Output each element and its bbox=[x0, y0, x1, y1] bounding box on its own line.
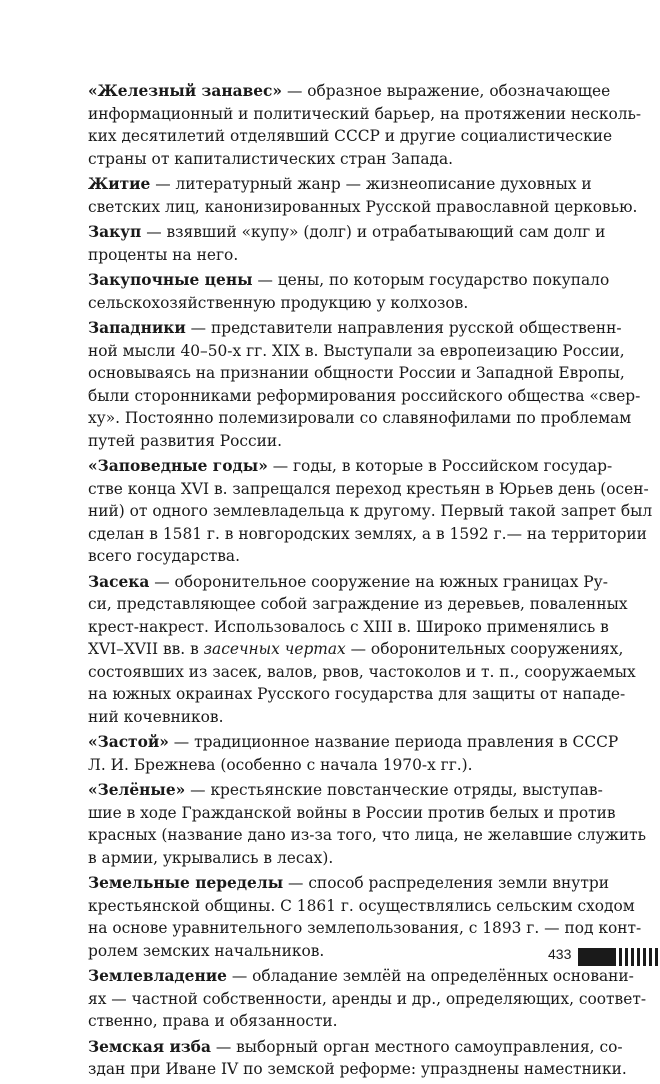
entry-term: Житие bbox=[88, 175, 151, 193]
entry-line: ких десятилетий отделявший СССР и другие социалистические bbox=[88, 127, 613, 145]
entry-term: «Заповедные годы» bbox=[88, 457, 268, 475]
entry-line: ственно, права и обязанности. bbox=[88, 1012, 338, 1030]
entry-line: всего государства. bbox=[88, 547, 240, 565]
entry-line: Л. И. Брежнева (особенно с начала 1970-х гг.). bbox=[88, 755, 473, 774]
entry-line: здан при Иване IV по земской реформе: упразднены наместники. bbox=[88, 1060, 627, 1078]
entry-line: Житие — литературный жанр — жизнеописание духовных и bbox=[88, 175, 592, 193]
entry-term: «Застой» bbox=[88, 733, 169, 751]
entry-line: Земельные переделы — способ распределения земли внутри bbox=[88, 874, 609, 892]
entry-line: «Заповедные годы» — годы, в которые в Российском государ- bbox=[88, 457, 613, 475]
glossary-entry bbox=[88, 965, 647, 1033]
entry-line: Засека — оборонительное сооружение на южных границах Ру- bbox=[88, 572, 608, 591]
entry-line: «Застой» — традиционное название периода правления в СССР bbox=[88, 733, 619, 751]
entry-line: сделан в 1581 г. в новгородских землях, а в 1592 г.— на территории bbox=[88, 524, 647, 543]
entry-line: Землевладение — обладание землёй на определённых основани- bbox=[88, 967, 634, 985]
entry-line: ху». Постоянно полемизировали со славянофилами по проблемам bbox=[88, 409, 632, 427]
glossary-entry bbox=[88, 731, 619, 776]
entry-line: ной мысли 40–50-х гг. XIX в. Выступали за европеизацию России, bbox=[88, 341, 625, 360]
entry-line: крест-накрест. Использовалось с XIII в. Широко применялись в bbox=[88, 617, 609, 636]
page-edge-bar-decoration bbox=[578, 948, 660, 966]
entry-line: страны от капиталистических стран Запада. bbox=[88, 149, 454, 168]
entry-term: «Железный занавес» bbox=[88, 82, 283, 100]
entry-term: Земская изба bbox=[88, 1037, 211, 1056]
entry-line: стве конца XVI в. запрещался переход крестьян в Юрьев день (осен- bbox=[88, 479, 649, 498]
page-footer bbox=[548, 944, 660, 970]
entry-line: состоявших из засек, валов, рвов, частоколов и т. п., сооружаемых bbox=[88, 662, 636, 681]
entry-line: проценты на него. bbox=[88, 245, 239, 264]
entry-line: светских лиц, канонизированных Русской православной церковью. bbox=[88, 197, 638, 216]
glossary-entry bbox=[88, 571, 636, 729]
entry-line: си, представляющее собой заграждение из деревьев, поваленных bbox=[88, 595, 628, 613]
entry-line: Земская изба — выборный орган местного самоуправления, со- bbox=[88, 1037, 623, 1056]
entry-line: были сторонниками реформирования российского общества «свер- bbox=[88, 386, 641, 405]
entry-line: «Зелёные» — крестьянские повстанческие отряды, выступав- bbox=[88, 781, 603, 799]
entry-line: ний) от одного землевладельца к другому. Первый такой запрет был bbox=[88, 502, 653, 520]
glossary-entry bbox=[88, 779, 647, 869]
glossary-entry bbox=[88, 317, 641, 452]
glossary-entry bbox=[88, 269, 610, 314]
entry-line: красных (название дано из-за того, что лица, не желавшие служить bbox=[88, 826, 647, 844]
entry-line: основываясь на признании общности России и Западной Европы, bbox=[88, 364, 625, 382]
page-number: 433 bbox=[548, 946, 572, 962]
entry-line: в армии, укрывались в лесах). bbox=[88, 848, 334, 867]
entry-line: крестьянской общины. С 1861 г. осуществлялись сельским сходом bbox=[88, 896, 635, 915]
entry-line: путей развития России. bbox=[88, 431, 283, 450]
entry-term: Земельные переделы bbox=[88, 874, 284, 892]
entry-line: сельскохозяйственную продукцию у колхозов. bbox=[88, 293, 469, 312]
page-body bbox=[88, 80, 653, 1084]
entry-term: Землевладение bbox=[88, 967, 227, 985]
entry-term: Засека bbox=[88, 572, 150, 591]
entry-line: Закуп — взявший «купу» (долг) и отрабатывающий сам долг и bbox=[88, 223, 606, 241]
entry-line: ях — частной собственности, аренды и др., определяющих, соответ- bbox=[88, 989, 647, 1008]
glossary-entry bbox=[88, 455, 653, 568]
glossary-entry bbox=[88, 872, 642, 962]
entry-term: Западники bbox=[88, 319, 186, 337]
entry-line: XVI–XVII вв. в засечных чертах — оборонительных сооружениях, bbox=[88, 640, 624, 658]
glossary-entry bbox=[88, 1036, 627, 1081]
entry-line: шие в ходе Гражданской войны в России против белых и против bbox=[88, 803, 616, 822]
entry-line: ний кочевников. bbox=[88, 707, 224, 726]
entry-term: Закуп bbox=[88, 223, 142, 241]
entry-line: Западники — представители направления русской общественн- bbox=[88, 319, 622, 337]
entry-line: на южных окраинах Русского государства для защиты от нападе- bbox=[88, 685, 626, 703]
entry-line: ролем земских начальников. bbox=[88, 941, 325, 960]
glossary-entry bbox=[88, 80, 642, 170]
entry-line: «Железный занавес» — образное выражение, обозначающее bbox=[88, 82, 611, 100]
entry-line: на основе уравнительного землепользования, с 1893 г. — под конт- bbox=[88, 919, 642, 937]
entry-term: «Зелёные» bbox=[88, 781, 186, 799]
glossary-entry bbox=[88, 173, 638, 218]
entry-italic-phrase: засечных чертах bbox=[203, 640, 346, 658]
glossary-entry bbox=[88, 221, 606, 266]
entry-line: информационный и политический барьер, на протяжении несколь- bbox=[88, 104, 642, 123]
entry-term: Закупочные цены bbox=[88, 271, 253, 289]
entry-line: Закупочные цены — цены, по которым государство покупало bbox=[88, 271, 610, 289]
